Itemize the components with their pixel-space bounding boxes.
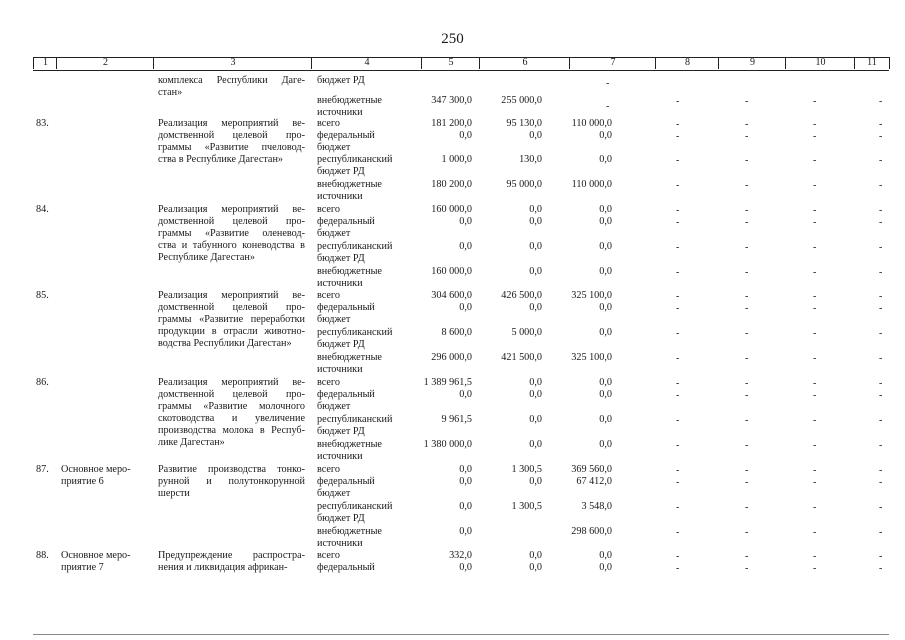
- funding-source: [317, 266, 382, 290]
- value-col-7: 0,0: [599, 302, 612, 313]
- value-col-5: 0,0: [459, 501, 472, 512]
- value-col-5: 9 961,5: [441, 414, 472, 425]
- value-col-6: 0,0: [529, 241, 542, 252]
- value-col-10: -: [813, 96, 817, 107]
- funding-source: [317, 95, 382, 119]
- description-line: домственной целевой про-: [158, 302, 305, 313]
- header-col-3: 3: [153, 57, 312, 69]
- value-col-7: 67 412,0: [576, 476, 612, 487]
- value-col-5: 0,0: [459, 302, 472, 313]
- value-col-6: 5 000,0: [511, 327, 542, 338]
- value-col-5: 0,0: [459, 216, 472, 227]
- value-col-11: -: [879, 502, 883, 513]
- funding-source: [317, 179, 382, 203]
- description-line: комплекса Республики Даге-: [158, 75, 305, 86]
- funding-source-line: внебюджетные: [317, 95, 382, 106]
- value-col-7: 0,0: [599, 550, 612, 561]
- value-col-6: 0,0: [529, 414, 542, 425]
- value-col-7: 0,0: [599, 266, 612, 277]
- value-col-9: -: [745, 119, 749, 130]
- value-col-8: -: [676, 328, 680, 339]
- value-col-7: 110 000,0: [571, 118, 612, 129]
- description-line: лике Дагестан»: [158, 437, 225, 448]
- value-col-10: -: [813, 242, 817, 253]
- row-number: 85.: [36, 290, 49, 301]
- row-number: 83.: [36, 118, 49, 129]
- value-col-8: -: [676, 131, 680, 142]
- value-col-7: 0,0: [599, 204, 612, 215]
- measure-description: [158, 75, 305, 99]
- value-col-10: -: [813, 390, 817, 401]
- value-col-6: 0,0: [529, 476, 542, 487]
- measure-description: [158, 204, 305, 264]
- value-col-9: -: [745, 242, 749, 253]
- row-number: 87.: [36, 464, 49, 475]
- value-col-6: 1 300,5: [511, 501, 542, 512]
- value-col-8: -: [676, 96, 680, 107]
- value-col-7: 369 560,0: [571, 464, 612, 475]
- value-col-9: -: [745, 131, 749, 142]
- value-col-11: -: [879, 291, 883, 302]
- description-line: рунной и полутонкорунной: [158, 476, 305, 487]
- value-col-10: -: [813, 119, 817, 130]
- value-col-5: 1 380 000,0: [423, 439, 472, 450]
- measure-type: приятие 6: [61, 476, 104, 488]
- value-col-10: -: [813, 440, 817, 451]
- funding-source-line: бюджет: [317, 314, 351, 325]
- value-col-5: 1 389 961,5: [423, 377, 472, 388]
- value-col-11: -: [879, 205, 883, 216]
- value-col-11: -: [879, 217, 883, 228]
- funding-source: [317, 550, 340, 562]
- header-col-8: 8: [655, 57, 719, 69]
- funding-source-line: федеральный: [317, 130, 375, 141]
- value-col-6: 95 130,0: [506, 118, 542, 129]
- description-line: продукции в отрасли животно-: [158, 326, 305, 337]
- value-col-6: 0,0: [529, 266, 542, 277]
- value-col-10: -: [813, 551, 817, 562]
- value-col-5: 332,0: [449, 550, 472, 561]
- value-col-9: -: [745, 180, 749, 191]
- value-col-9: -: [745, 465, 749, 476]
- funding-source-line: республиканский: [317, 501, 393, 512]
- value-col-6: 0,0: [529, 204, 542, 215]
- funding-source-line: бюджет: [317, 228, 351, 239]
- value-col-8: -: [676, 291, 680, 302]
- funding-source: [317, 562, 375, 574]
- value-col-6: 0,0: [529, 302, 542, 313]
- funding-source-line: бюджет РД: [317, 426, 365, 437]
- funding-source-line: бюджет РД: [317, 166, 365, 177]
- value-col-7: 325 100,0: [571, 290, 612, 301]
- value-col-6: 95 000,0: [506, 179, 542, 190]
- value-col-10: -: [813, 291, 817, 302]
- value-col-11: -: [879, 465, 883, 476]
- value-col-9: -: [745, 527, 749, 538]
- funding-source: [317, 216, 375, 240]
- value-col-8: -: [676, 390, 680, 401]
- funding-source-line: федеральный: [317, 216, 375, 227]
- funding-source: [317, 439, 382, 463]
- funding-source-line: всего: [317, 204, 340, 215]
- value-col-7: 0,0: [599, 327, 612, 338]
- value-col-8: -: [676, 217, 680, 228]
- value-col-11: -: [879, 415, 883, 426]
- funding-source-line: всего: [317, 377, 340, 388]
- value-col-11: -: [879, 563, 883, 574]
- value-col-10: -: [813, 477, 817, 488]
- header-col-10: 10: [785, 57, 855, 69]
- value-col-5: 0,0: [459, 389, 472, 400]
- value-col-11: -: [879, 180, 883, 191]
- value-col-9: -: [745, 205, 749, 216]
- header-col-2: 2: [56, 57, 154, 69]
- funding-source-line: всего: [317, 118, 340, 129]
- value-col-11: -: [879, 96, 883, 107]
- value-col-9: -: [745, 328, 749, 339]
- funding-source: [317, 526, 382, 550]
- value-col-6: 0,0: [529, 377, 542, 388]
- description-line: домственной целевой про-: [158, 130, 305, 141]
- value-col-6: 0,0: [529, 389, 542, 400]
- measure-type: приятие 7: [61, 562, 104, 574]
- funding-source-line: внебюджетные: [317, 266, 382, 277]
- value-col-8: -: [676, 502, 680, 513]
- value-col-9: -: [745, 303, 749, 314]
- funding-source: [317, 118, 340, 130]
- value-col-5: 180 200,0: [431, 179, 472, 190]
- description-line: граммы «Развитие оленевод-: [158, 228, 305, 239]
- funding-source: [317, 352, 382, 376]
- value-col-11: -: [879, 131, 883, 142]
- funding-source-line: внебюджетные: [317, 526, 382, 537]
- value-col-8: -: [676, 180, 680, 191]
- table-header-row: [33, 57, 889, 71]
- value-col-5: 1 000,0: [441, 154, 472, 165]
- value-col-11: -: [879, 527, 883, 538]
- header-col-5: 5: [421, 57, 480, 69]
- value-col-8: -: [676, 303, 680, 314]
- value-col-6: 421 500,0: [501, 352, 542, 363]
- value-col-9: -: [745, 390, 749, 401]
- value-col-11: -: [879, 267, 883, 278]
- funding-source-line: всего: [317, 550, 340, 561]
- value-col-10: -: [813, 303, 817, 314]
- funding-source-line: бюджет РД: [317, 75, 365, 86]
- funding-source: [317, 154, 392, 178]
- description-line: Развитие производства тонко-: [158, 464, 305, 475]
- value-col-9: -: [745, 415, 749, 426]
- value-col-5: 304 600,0: [431, 290, 472, 301]
- value-col-6: 0,0: [529, 216, 542, 227]
- value-col-10: -: [813, 563, 817, 574]
- header-col-4: 4: [311, 57, 422, 69]
- value-col-10: -: [813, 378, 817, 389]
- value-col-8: -: [676, 527, 680, 538]
- funding-source: [317, 327, 392, 351]
- funding-source-line: бюджет РД: [317, 513, 365, 524]
- header-col-1: 1: [33, 57, 57, 69]
- value-col-7: 0,0: [599, 377, 612, 388]
- funding-source-line: республиканский: [317, 414, 393, 425]
- value-col-8: -: [676, 378, 680, 389]
- description-line: Реализация мероприятий ве-: [158, 204, 305, 215]
- value-col-7: 0,0: [599, 439, 612, 450]
- value-col-6: 130,0: [519, 154, 542, 165]
- value-col-7: 0,0: [599, 414, 612, 425]
- funding-source: [317, 389, 375, 413]
- funding-source-line: республиканский: [317, 154, 393, 165]
- funding-source-line: бюджет: [317, 142, 351, 153]
- value-col-7: 3 548,0: [581, 501, 612, 512]
- value-col-10: -: [813, 180, 817, 191]
- value-col-6: 0,0: [529, 562, 542, 573]
- value-col-9: -: [745, 502, 749, 513]
- description-line: домственной целевой про-: [158, 216, 305, 227]
- funding-source-line: бюджет: [317, 488, 351, 499]
- funding-source-line: федеральный: [317, 389, 375, 400]
- value-col-11: -: [879, 440, 883, 451]
- value-col-10: -: [813, 502, 817, 513]
- funding-source-line: бюджет РД: [317, 253, 365, 264]
- measure-type: Основное меро-: [61, 550, 131, 561]
- description-line: граммы «Развитие переработки: [158, 314, 305, 325]
- funding-source-line: внебюджетные: [317, 439, 382, 450]
- value-col-7: 0,0: [599, 241, 612, 252]
- description-line: ства в Республике Дагестан»: [158, 154, 284, 165]
- funding-source: [317, 377, 340, 389]
- value-col-6: 426 500,0: [501, 290, 542, 301]
- description-line: водства Республики Дагестан»: [158, 338, 292, 349]
- funding-source-line: источники: [317, 451, 363, 462]
- value-col-9: -: [745, 353, 749, 364]
- description-line: шерсти: [158, 488, 190, 499]
- value-col-11: -: [879, 390, 883, 401]
- funding-source-line: республиканский: [317, 241, 393, 252]
- value-col-8: -: [676, 242, 680, 253]
- funding-source: [317, 204, 340, 216]
- value-col-9: -: [745, 96, 749, 107]
- funding-source-line: бюджет: [317, 401, 351, 412]
- value-col-9: -: [745, 291, 749, 302]
- measure-description: [158, 290, 305, 350]
- description-line: Реализация мероприятий ве-: [158, 377, 305, 388]
- funding-source-line: внебюджетные: [317, 352, 382, 363]
- description-line: производства молока в Респуб-: [158, 425, 305, 436]
- value-col-5: 8 600,0: [441, 327, 472, 338]
- value-col-11: -: [879, 477, 883, 488]
- value-col-10: -: [813, 353, 817, 364]
- funding-source-line: республиканский: [317, 327, 393, 338]
- description-line: Реализация мероприятий ве-: [158, 118, 305, 129]
- value-col-9: -: [745, 217, 749, 228]
- page-number: 250: [441, 31, 464, 47]
- measure-description: [158, 118, 305, 166]
- funding-source: [317, 130, 375, 154]
- value-col-5: 347 300,0: [431, 95, 472, 106]
- header-col-11: 11: [854, 57, 890, 69]
- value-col-11: -: [879, 551, 883, 562]
- measure-description: [158, 550, 305, 574]
- measure-type: Основное меро-: [61, 464, 131, 475]
- value-col-11: -: [879, 328, 883, 339]
- value-col-9: -: [745, 155, 749, 166]
- description-line: Республике Дагестан»: [158, 252, 255, 263]
- value-col-7: -: [606, 78, 610, 89]
- value-col-6: 0,0: [529, 130, 542, 141]
- funding-source-line: федеральный: [317, 302, 375, 313]
- value-col-5: 296 000,0: [431, 352, 472, 363]
- value-col-7: 0,0: [599, 130, 612, 141]
- value-col-7: 0,0: [599, 389, 612, 400]
- funding-source: [317, 464, 340, 476]
- value-col-7: 110 000,0: [571, 179, 612, 190]
- row-number: 84.: [36, 204, 49, 215]
- header-col-7: 7: [569, 57, 656, 69]
- value-col-5: 181 200,0: [431, 118, 472, 129]
- value-col-8: -: [676, 267, 680, 278]
- value-col-9: -: [745, 563, 749, 574]
- value-col-5: 0,0: [459, 526, 472, 537]
- funding-source: [317, 501, 392, 525]
- value-col-10: -: [813, 217, 817, 228]
- funding-source: [317, 414, 392, 438]
- value-col-8: -: [676, 155, 680, 166]
- value-col-8: -: [676, 551, 680, 562]
- value-col-9: -: [745, 440, 749, 451]
- description-line: нения и ликвидация африкан-: [158, 562, 288, 573]
- value-col-10: -: [813, 328, 817, 339]
- value-col-5: 0,0: [459, 464, 472, 475]
- value-col-5: 0,0: [459, 241, 472, 252]
- value-col-7: -: [606, 101, 610, 112]
- value-col-10: -: [813, 131, 817, 142]
- funding-source: [317, 75, 365, 87]
- value-col-6: 255 000,0: [501, 95, 542, 106]
- value-col-10: -: [813, 205, 817, 216]
- row-number: 86.: [36, 377, 49, 388]
- funding-source-line: источники: [317, 278, 363, 289]
- value-col-5: 0,0: [459, 562, 472, 573]
- value-col-10: -: [813, 267, 817, 278]
- value-col-5: 0,0: [459, 476, 472, 487]
- value-col-11: -: [879, 303, 883, 314]
- funding-source-line: внебюджетные: [317, 179, 382, 190]
- value-col-10: -: [813, 527, 817, 538]
- value-col-10: -: [813, 155, 817, 166]
- description-line: стан»: [158, 87, 183, 98]
- funding-source-line: бюджет РД: [317, 339, 365, 350]
- value-col-11: -: [879, 353, 883, 364]
- value-col-8: -: [676, 119, 680, 130]
- description-line: граммы «Развитие молочного: [158, 401, 305, 412]
- description-line: домственной целевой про-: [158, 389, 305, 400]
- value-col-8: -: [676, 465, 680, 476]
- value-col-7: 0,0: [599, 154, 612, 165]
- value-col-10: -: [813, 415, 817, 426]
- value-col-6: 0,0: [529, 439, 542, 450]
- funding-source-line: источники: [317, 538, 363, 549]
- value-col-8: -: [676, 415, 680, 426]
- value-col-9: -: [745, 551, 749, 562]
- header-col-6: 6: [479, 57, 570, 69]
- funding-source-line: всего: [317, 290, 340, 301]
- value-col-8: -: [676, 563, 680, 574]
- value-col-8: -: [676, 205, 680, 216]
- value-col-11: -: [879, 378, 883, 389]
- value-col-7: 0,0: [599, 216, 612, 227]
- description-line: скотоводства и увеличение: [158, 413, 305, 424]
- description-line: граммы «Развитие пчеловод-: [158, 142, 305, 153]
- value-col-7: 325 100,0: [571, 352, 612, 363]
- description-line: Реализация мероприятий ве-: [158, 290, 305, 301]
- funding-source-line: источники: [317, 107, 363, 118]
- funding-source-line: федеральный: [317, 476, 375, 487]
- value-col-6: 1 300,5: [511, 464, 542, 475]
- description-line: Предупреждение распростра-: [158, 550, 305, 561]
- value-col-9: -: [745, 378, 749, 389]
- value-col-8: -: [676, 353, 680, 364]
- header-col-9: 9: [718, 57, 786, 69]
- value-col-11: -: [879, 242, 883, 253]
- value-col-5: 0,0: [459, 130, 472, 141]
- page-bottom-edge: [33, 634, 889, 635]
- value-col-11: -: [879, 155, 883, 166]
- value-col-9: -: [745, 477, 749, 488]
- value-col-6: 0,0: [529, 550, 542, 561]
- description-line: ства и табунного коневодства в: [158, 240, 305, 251]
- funding-source-line: федеральный: [317, 562, 375, 573]
- row-number: 88.: [36, 550, 49, 561]
- funding-source-line: всего: [317, 464, 340, 475]
- funding-source: [317, 476, 375, 500]
- funding-source-line: источники: [317, 191, 363, 202]
- funding-source: [317, 241, 392, 265]
- value-col-11: -: [879, 119, 883, 130]
- value-col-7: 298 600,0: [571, 526, 612, 537]
- value-col-9: -: [745, 267, 749, 278]
- value-col-8: -: [676, 440, 680, 451]
- measure-description: [158, 464, 305, 500]
- value-col-8: -: [676, 477, 680, 488]
- value-col-5: 160 000,0: [431, 204, 472, 215]
- funding-source: [317, 290, 340, 302]
- funding-source: [317, 302, 375, 326]
- measure-description: [158, 377, 305, 449]
- value-col-10: -: [813, 465, 817, 476]
- value-col-7: 0,0: [599, 562, 612, 573]
- funding-source-line: источники: [317, 364, 363, 375]
- value-col-5: 160 000,0: [431, 266, 472, 277]
